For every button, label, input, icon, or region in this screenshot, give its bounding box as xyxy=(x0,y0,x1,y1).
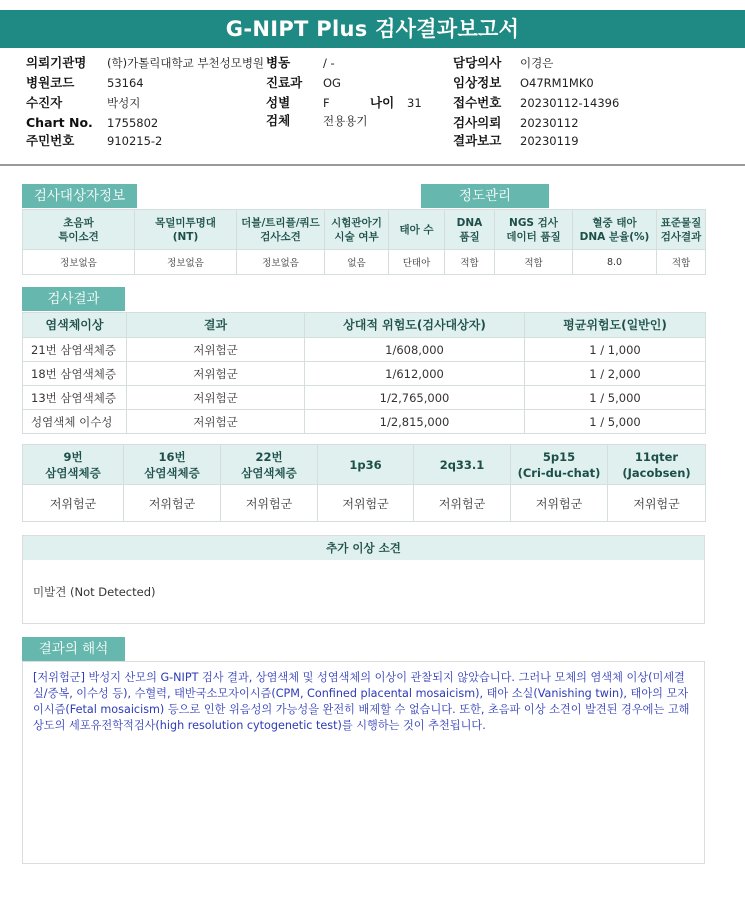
chart-no-label: Chart No. xyxy=(26,115,93,130)
row-abnormality: 18번 삼염색체증 xyxy=(23,362,127,386)
table-row xyxy=(23,386,706,410)
col-2q33: 2q33.1 xyxy=(414,445,511,485)
department-label: 진료과 xyxy=(266,75,303,90)
col-average-risk: 평균위험도(일반인) xyxy=(525,313,706,338)
results-tab: 검사결과 xyxy=(22,287,125,311)
val-fetal-fraction: 8.0 xyxy=(573,250,657,275)
col-ivf: 시험관아기 시술 여부 xyxy=(325,210,389,250)
subject-qc-value-row xyxy=(23,250,706,275)
row-relative-risk: 1/2,815,000 xyxy=(305,410,525,434)
val-reference: 적합 xyxy=(657,250,706,275)
patient-label: 수진자 xyxy=(26,95,63,110)
row-average-risk: 1 / 5,000 xyxy=(525,386,706,410)
sex-label: 성별 xyxy=(266,95,291,110)
age-value: 31 xyxy=(407,96,422,110)
col-11qter: 11qter (Jacobsen) xyxy=(608,445,706,485)
val-1p36: 저위험군 xyxy=(318,485,414,522)
chart-no-value: 1755802 xyxy=(107,116,159,130)
val-serum-screen: 정보없음 xyxy=(237,250,325,275)
val-trisomy-16: 저위험군 xyxy=(124,485,221,522)
age-label: 나이 xyxy=(370,95,395,110)
val-fetus-count: 단태아 xyxy=(389,250,445,275)
col-serum-screen: 더블/트리플/쿼드 검사소견 xyxy=(237,210,325,250)
col-relative-risk: 상대적 위험도(검사대상자) xyxy=(305,313,525,338)
col-5p15: 5p15 (Cri-du-chat) xyxy=(511,445,608,485)
qc-tab: 정도관리 xyxy=(421,184,549,208)
resident-no-value: 910215-2 xyxy=(107,134,163,148)
request-date-value: 20230112 xyxy=(520,116,579,130)
val-5p15: 저위험군 xyxy=(511,485,608,522)
col-ultrasound: 초음파 특이소견 xyxy=(23,210,135,250)
additional-chromosome-table xyxy=(22,444,706,522)
doctor-label: 담당의사 xyxy=(453,55,502,70)
row-relative-risk: 1/608,000 xyxy=(305,338,525,362)
row-average-risk: 1 / 2,000 xyxy=(525,362,706,386)
extra-findings-text: 미발견 (Not Detected) xyxy=(33,585,156,599)
extra-findings-box xyxy=(22,535,705,624)
val-dna-quality: 적합 xyxy=(445,250,495,275)
clinical-info-value: O47RM1MK0 xyxy=(520,76,594,90)
table-row xyxy=(23,410,706,434)
sex-value: F xyxy=(323,96,330,110)
val-trisomy-9: 저위험군 xyxy=(23,485,124,522)
col-trisomy-9: 9번 삼염색체증 xyxy=(23,445,124,485)
row-abnormality: 성염색체 이수성 xyxy=(23,410,127,434)
col-fetus-count: 태아 수 xyxy=(389,210,445,250)
col-reference: 표준물질 검사결과 xyxy=(657,210,706,250)
institution-label: 의뢰기관명 xyxy=(26,55,87,70)
request-date-label: 검사의뢰 xyxy=(453,115,502,130)
header-divider xyxy=(0,164,745,166)
row-result: 저위험군 xyxy=(127,338,305,362)
extra-findings-title: 추가 이상 소견 xyxy=(23,536,704,560)
row-result: 저위험군 xyxy=(127,362,305,386)
col-dna-quality: DNA 품질 xyxy=(445,210,495,250)
subject-qc-header-row xyxy=(23,210,706,250)
accession-value: 20230112-14396 xyxy=(520,96,620,110)
subject-info-tab: 검사대상자정보 xyxy=(22,184,137,208)
doctor-value: 이경은 xyxy=(520,56,554,70)
hospital-code-label: 병원코드 xyxy=(26,75,75,90)
institution-value: (학)가톨릭대학교 부천성모병원 xyxy=(107,56,265,70)
val-nt: 정보없음 xyxy=(135,250,237,275)
ward-label: 병동 xyxy=(266,55,291,70)
additional-value-row xyxy=(23,485,706,522)
department-value: OG xyxy=(323,76,341,90)
val-trisomy-22: 저위험군 xyxy=(221,485,318,522)
col-trisomy-16: 16번 삼염색체증 xyxy=(124,445,221,485)
col-ngs-quality: NGS 검사 데이터 품질 xyxy=(495,210,573,250)
ward-value: / - xyxy=(323,56,335,70)
hospital-code-value: 53164 xyxy=(107,76,144,90)
interpretation-box xyxy=(22,661,705,864)
col-fetal-fraction: 혈중 태아 DNA 분율(%) xyxy=(573,210,657,250)
specimen-label: 검체 xyxy=(266,113,291,128)
val-ivf: 없음 xyxy=(325,250,389,275)
specimen-value: 전용용기 xyxy=(323,114,368,128)
report-date-label: 결과보고 xyxy=(453,133,502,148)
interpretation-text: [저위험군] 박성지 산모의 G-NIPT 검사 결과, 상염색체 및 성염색체의 이상이 관찰되지 않았습니다. 그러나 모체의 염색체 이상(미세결실/중복, 이수성 등), 수혈력, 태반국소모자이시즘(CPM, Confined placental mosaicism), 태아 소실(Vanishing twin), 태아의 모자이시즘(Fetal mosaicism) 등으로 인한 위음성의 가능성을 완전히 배제할 수 없습니다. 또한, 초음파 이상 소견이 발견된 경우에는 고해상도의 세포유전학적검사(high resolution cytogenetic test)를 시행하는 것이 추천됩니다. xyxy=(33,671,690,732)
patient-value: 박성지 xyxy=(107,96,141,110)
row-result: 저위험군 xyxy=(127,386,305,410)
col-1p36: 1p36 xyxy=(318,445,414,485)
clinical-info-label: 임상정보 xyxy=(453,75,502,90)
accession-label: 접수번호 xyxy=(453,95,502,110)
val-ngs-quality: 적합 xyxy=(495,250,573,275)
interpretation-tab: 결과의 해석 xyxy=(22,637,125,661)
col-trisomy-22: 22번 삼염색체증 xyxy=(221,445,318,485)
val-ultrasound: 정보없음 xyxy=(23,250,135,275)
results-table xyxy=(22,312,706,434)
report-title: G-NIPT Plus 검사결과보고서 xyxy=(0,10,745,48)
row-result: 저위험군 xyxy=(127,410,305,434)
results-header-row xyxy=(23,313,706,338)
row-relative-risk: 1/2,765,000 xyxy=(305,386,525,410)
resident-no-label: 주민번호 xyxy=(26,133,75,148)
table-row xyxy=(23,338,706,362)
row-average-risk: 1 / 1,000 xyxy=(525,338,706,362)
row-relative-risk: 1/612,000 xyxy=(305,362,525,386)
col-result: 결과 xyxy=(127,313,305,338)
col-nt: 목덜미투명대 (NT) xyxy=(135,210,237,250)
val-11qter: 저위험군 xyxy=(608,485,706,522)
report-date-value: 20230119 xyxy=(520,134,579,148)
col-abnormality: 염색체이상 xyxy=(23,313,127,338)
additional-header-row xyxy=(23,445,706,485)
row-abnormality: 21번 삼염색체증 xyxy=(23,338,127,362)
row-average-risk: 1 / 5,000 xyxy=(525,410,706,434)
val-2q33: 저위험군 xyxy=(414,485,511,522)
table-row xyxy=(23,362,706,386)
row-abnormality: 13번 삼염색체증 xyxy=(23,386,127,410)
subject-qc-table xyxy=(22,209,706,275)
